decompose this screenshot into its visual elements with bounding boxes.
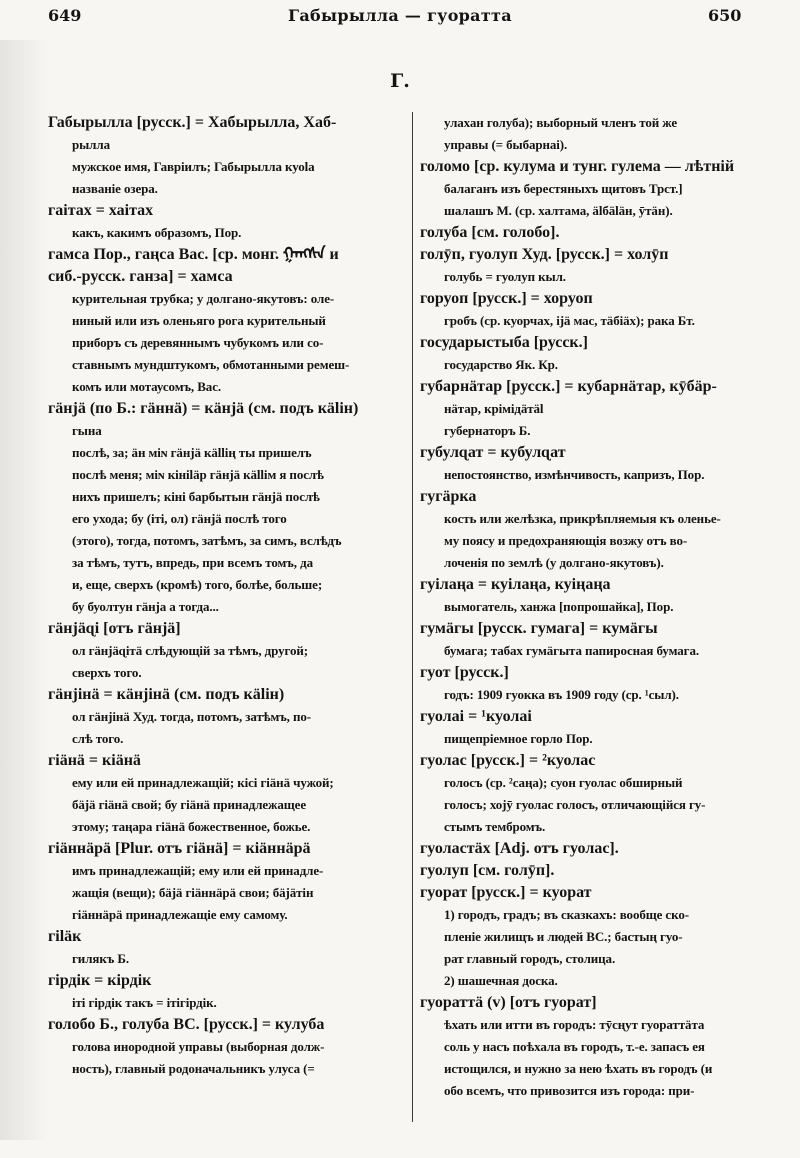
entry-headword-line: гіäнä = кіäнä [48,752,141,769]
entry-definition-line: приборъ съ деревяннымъ чубукомъ или со- [72,335,324,350]
entry-definition-line: бу буолтун гäнjа а тогда... [72,599,219,614]
entry-definition-line: нäтар, крімідäтäl [444,401,544,416]
entry-definition-line: управы (= быбарнаі). [444,137,568,152]
entry-definition-line: лоченія по землѣ (у долгано-якутовъ). [444,555,664,570]
running-title: Габырылла — гуоратта [288,6,512,25]
entry-headword-line: гäнjäɋi [отъ гäнjä] [48,620,181,637]
entry-headword-line: гуолаі = ¹куолаі [420,708,532,725]
entry-headword-line: сиб.-русск. ганза] = хамса [48,268,233,285]
entry-definition-line: нихъ пришелъ; кіні барбытын гäнjä послѣ [72,489,320,504]
entry-headword-line: гірдік = кірдік [48,972,152,989]
right-column [420,112,774,1102]
entry-headword-line: гуолас [русск.] = ²куолас [420,752,596,769]
entry-definition-line: его ухода; бу (іті, ол) гäнjä послѣ того [72,511,287,526]
entry-definition-line: гилякъ Б. [72,951,129,966]
entry-headword-line: государыстыба [русск.] [420,334,588,351]
entry-headword-line: гуораттä (v) [отъ гуорат] [420,994,597,1011]
entry-definition-line: гіäннäрä принадлежащіе ему самому. [72,907,288,922]
entry-headword-line: гäнjінä = кäнjінä (см. подъ кälін) [48,686,285,703]
running-header [0,4,800,30]
page-number-right: 650 [708,6,742,25]
entry-definition-line: комъ или мотаусомъ, Вас. [72,379,222,394]
entry-definition-line: непостоянство, измѣнчивость, капризъ, Пор. [444,467,705,482]
entry-definition-line: кость или желѣзка, прикрѣпляемыя къ оленье- [444,511,721,526]
entry-definition-line: гробъ (ср. куорчах, іjä мас, тäбіäх); рака Бт. [444,313,695,328]
entry-definition-line: голова инородной управы (выборная долж- [72,1039,325,1054]
entry-definition-line: бумага; табах гумäгыта папиросная бумага. [444,643,700,658]
entry-definition-line: 1) городъ, градъ; въ сказкахъ: вообще ско- [444,907,689,922]
entry-headword-line: губарнäтар [русск.] = кубарнäтар, кӯбäр- [420,378,717,395]
entry-headword-line: гіläк [48,928,82,945]
entry-definition-line: голубь = гуолуп кыл. [444,269,566,284]
scan-edge-shadow [0,40,48,1140]
entry-definition-line: слѣ того. [72,731,124,746]
entry-definition-line: пленіе жилищъ и людей ВС.; бастың гуо- [444,929,683,944]
column-divider [412,112,413,1122]
entry-headword-line: голобо Б., голуба ВС. [русск.] = кулуба [48,1016,325,1033]
entry-headword-line: гуоластäх [Adj. отъ гуолас]. [420,840,619,857]
entry-definition-line: и, еще, сверхъ (кромѣ) того, болѣе, больше; [72,577,323,592]
left-column [48,112,406,1080]
entry-definition-line: іті гірдік такъ = ітігірдік. [72,995,217,1010]
entry-definition-line: голосъ; хоjӯ гуолас голосъ, отличающійся гу- [444,797,706,812]
entry-headword-line: гамса Пор., гаңса Вас. [ср. монг. ᠭᠠᠩᠰᠠ и [48,246,339,263]
section-letter: Г. [390,70,410,92]
entry-definition-line: мужское имя, Гавріилъ; Габырылла куоlа [72,159,315,174]
entry-headword-line: гуiлаңа = куiлаңа, куiңаңа [420,576,611,593]
entry-definition-line: рат главный городъ, столица. [444,951,616,966]
entry-definition-line: ол гäнjінä Худ. тогда, потомъ, затѣмъ, по- [72,709,311,724]
entry-definition-line: ол гäнjäɋітä слѣдующій за тѣмъ, другой; [72,643,309,658]
entry-headword-line: голуба [см. голобо]. [420,224,560,241]
entry-headword-line: гуолуп [см. голӯп]. [420,862,555,879]
entry-definition-line: за тѣмъ, тутъ, впредь, при всемъ томъ, да [72,555,313,570]
entry-definition-line: вымогатель, ханжа [попрошайка], Пор. [444,599,674,614]
entry-definition-line: обо всемъ, что привозится изъ города: при- [444,1083,695,1098]
entry-definition-line: бäjä гіäнä свой; бу гіäнä принадлежащее [72,797,306,812]
entry-definition-line: послѣ меня; міɴ кініläр гäнjä кällім я послѣ [72,467,324,482]
entry-definition-line: жащія (вещи); бäjä гіäннäрä свои; бäjäтін [72,885,314,900]
entry-headword-line: гугäрка [420,488,477,505]
entry-definition-line: годъ: 1909 гуокка въ 1909 году (ср. ¹сыл). [444,687,679,702]
entry-definition-line: балаганъ изъ берестяныхъ щитовъ Трст.] [444,181,683,196]
entry-definition-line: шалашъ М. (ср. халтама, älбäläн, ӯтäн). [444,203,673,218]
entry-headword-line: гäнjä (по Б.: гäннä) = кäнjä (см. подъ кälін) [48,400,359,417]
entry-definition-line: рылла [72,137,110,152]
page-number-left: 649 [48,6,82,25]
entry-headword-line: гумäгы [русск. гумага] = кумäгы [420,620,658,637]
entry-definition-line: губернаторъ Б. [444,423,531,438]
entry-headword-line: гуорат [русск.] = куорат [420,884,592,901]
entry-definition-line: голосъ (ср. ²саңа); суон гуолас обширный [444,775,683,790]
entry-definition-line: гына [72,423,102,438]
entry-headword-line: голӯп, гуолуп Худ. [русск.] = холӯп [420,246,669,263]
entry-definition-line: му поясу и предохраняющія возжу отъ во- [444,533,688,548]
entry-headword-line: гіäннäрä [Plur. отъ гіäнä] = кіäннäрä [48,840,311,857]
entry-definition-line: ставнымъ мундштукомъ, обмотанными ремеш- [72,357,350,372]
entry-definition-line: ѣхать или итти въ городъ: тӯсңут гуораттäта [444,1017,705,1032]
entry-headword-line: горуоп [русск.] = хоруоп [420,290,593,307]
entry-definition-line: послѣ, за; äн міɴ гäнjä кällің ты пришелъ [72,445,312,460]
entry-definition-line: улахан голуба); выборный членъ той же [444,115,678,130]
entry-definition-line: ниный или изъ оленьяго рога курительный [72,313,326,328]
entry-headword-line: губулɋат = кубулɋат [420,444,566,461]
entry-definition-line: (этого), тогда, потомъ, затѣмъ, за симъ, вслѣдъ [72,533,342,548]
entry-definition-line: соль у насъ поѣхала въ городъ, т.-е. запасъ ея [444,1039,705,1054]
entry-definition-line: сверхъ того. [72,665,142,680]
entry-definition-line: курительная трубка; у долгано-якутовъ: оле- [72,291,335,306]
entry-definition-line: названіе озера. [72,181,158,196]
entry-definition-line: имъ принадлежащій; ему или ей принадле- [72,863,324,878]
entry-definition-line: стымъ тембромъ. [444,819,546,834]
entry-definition-line: ность), главный родоначальникъ улуса (= [72,1061,315,1076]
entry-definition-line: ему или ей принадлежащій; кісі гіäнä чужой; [72,775,334,790]
entry-definition-line: 2) шашечная доска. [444,973,558,988]
entry-headword-line: гаiтах = хаiтах [48,202,154,219]
entry-headword-line: Габырылла [русск.] = Хабырылла, Хаб- [48,114,337,131]
entry-definition-line: этому; таңара гіäнä божественное, божье. [72,819,311,834]
entry-headword-line: гуот [русск.] [420,664,509,681]
entry-definition-line: пищепріемное горло Пор. [444,731,593,746]
entry-definition-line: какъ, какимъ образомъ, Пор. [72,225,242,240]
entry-definition-line: истощился, и нужно за нею ѣхать въ городъ (и [444,1061,713,1076]
entry-headword-line: голомо [ср. кулума и тунг. гулема — лѣтній [420,158,735,175]
entry-definition-line: государство Як. Кр. [444,357,558,372]
